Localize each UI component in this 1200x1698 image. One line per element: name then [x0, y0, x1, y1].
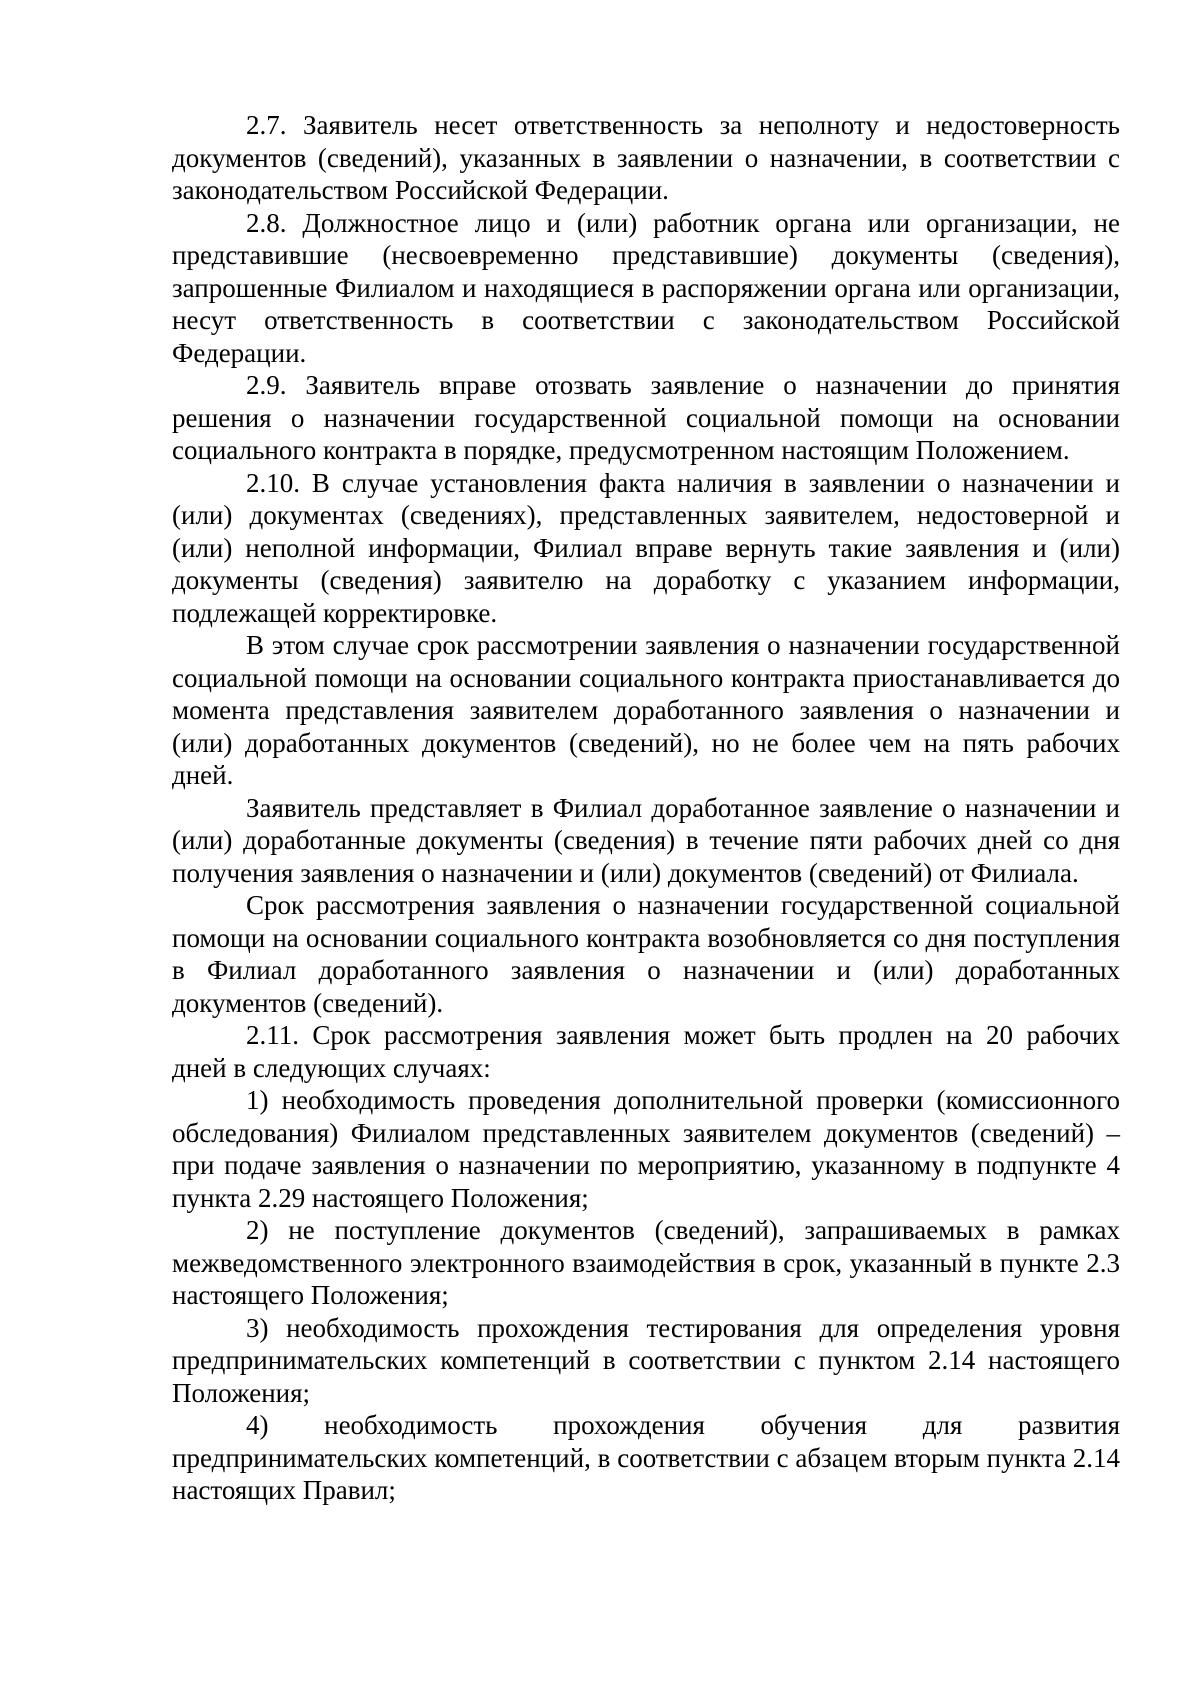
list-item-3: 3) необходимость прохождения тестирования для определения уровня предпринимательских компетенций в соответствии с пунктом 2.14 настоящего Положения; [172, 1312, 1120, 1408]
paragraph-2-10: 2.10. В случае установления факта наличия в заявлении о назначении и (или) документах (сведениях), представленных заявителем, недостоверной и (или) неполной информации, Филиал вправе вернуть такие заявления и (или) документы (сведения) заявителю на доработку с указанием информации, подлежащей корректировке. [172, 467, 1120, 628]
list-item-4: 4) необходимость прохождения обучения для развития предпринимательских компетенций, в соответствии с абзацем вторым пункта 2.14 настоящих Правил; [172, 1410, 1120, 1505]
paragraph-2-10-resumption: Срок рассмотрения заявления о назначении государственной социальной помощи на основании социального контракта возобновляется со дня поступления в Филиал доработанного заявления о назначении и (или) доработанных документов (сведений). [172, 890, 1120, 1018]
list-item-1: 1) необходимость проведения дополнительной проверки (комиссионного обследования) Филиалом представленных заявителем документов (сведений) – при подаче заявления о назначении по мероприятию, указанному в подпункте 4 пункта 2.29 настоящего Положения; [172, 1085, 1120, 1213]
paragraph-2-7: 2.7. Заявитель несет ответственность за неполноту и недостоверность документов (сведений), указанных в заявлении о назначении, в соответствии с законодательством Российской Федерации. [172, 110, 1120, 205]
paragraph-2-9: 2.9. Заявитель вправе отозвать заявление о назначении до принятия решения о назначении государственной социальной помощи на основании социального контракта в порядке, предусмотренном настоящим Положением. [172, 370, 1120, 465]
paragraph-2-10-resubmission: Заявитель представляет в Филиал доработанное заявление о назначении и (или) доработанные документы (сведения) в течение пяти рабочих дней со дня получения заявления о назначении и (или) документов (сведений) от Филиала. [172, 792, 1120, 888]
list-item-2: 2) не поступление документов (сведений), запрашиваемых в рамках межведомственного электронного взаимодействия в срок, указанный в пункте 2.3 настоящего Положения; [172, 1215, 1120, 1310]
paragraph-2-11: 2.11. Срок рассмотрения заявления может быть продлен на 20 рабочих дней в следующих случаях: [172, 1020, 1120, 1083]
paragraph-2-10-suspension: В этом случае срок рассмотрении заявления о назначении государственной социальной помощи на основании социального контракта приостанавливается до момента представления заявителем доработанного заявления о назначении и (или) доработанных документов (сведений), но не более чем на пять рабочих дней. [172, 630, 1120, 790]
paragraph-2-8: 2.8. Должностное лицо и (или) работник органа или организации, не представившие (несвоевременно представившие) документы (сведения), запрошенные Филиалом и находящиеся в распоряжении органа или организации, несут ответственность в соответствии с законодательством Российской Федерации. [172, 207, 1120, 368]
